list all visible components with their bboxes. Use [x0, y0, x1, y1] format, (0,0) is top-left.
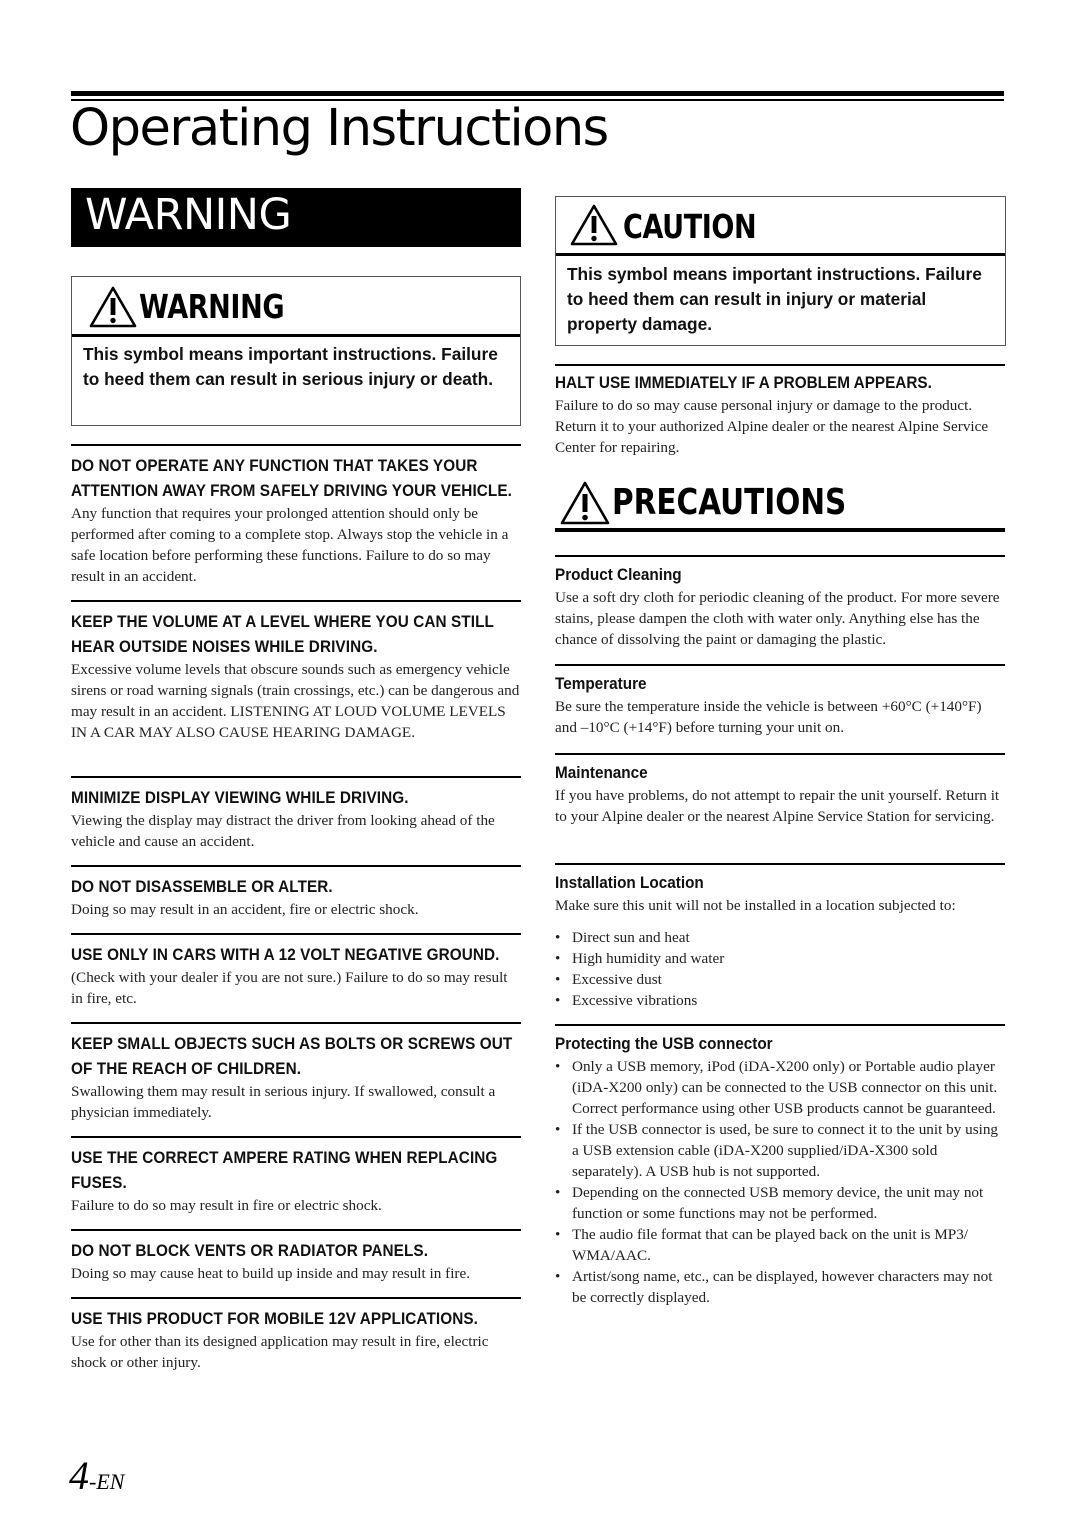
warning-box-label: WARNING [139, 287, 285, 326]
precautions-header [555, 478, 1005, 531]
warning-item [71, 600, 521, 743]
warning-banner-label: WARNING [85, 190, 292, 240]
warning-heading: KEEP SMALL OBJECTS SUCH AS BOLTS OR SCREWS OUT OF THE REACH OF CHILDREN. [71, 1034, 513, 1078]
warning-item [71, 1022, 521, 1123]
precaution-maintenance [555, 753, 1005, 827]
precaution-usb-connector [555, 1024, 1005, 1308]
list-item: • The audio file format that can be played back on the unit is MP3/ WMA/AAC. [555, 1224, 1005, 1266]
warning-item [71, 776, 521, 852]
warning-text: Doing so may cause heat to build up inside and may result in fire. [71, 1265, 471, 1282]
page-title: Operating Instructions [70, 99, 608, 158]
warning-heading: DO NOT BLOCK VENTS OR RADIATOR PANELS. [71, 1241, 429, 1260]
warning-item [71, 1297, 521, 1373]
precaution-temperature [555, 664, 1005, 738]
warning-text: Doing so may result in an accident, fire or electric shock. [71, 901, 419, 918]
warning-text: Failure to do so may result in fire or electric shock. [71, 1197, 382, 1214]
precaution-heading: Product Cleaning [555, 565, 682, 584]
warning-text: (Check with your dealer if you are not sure.) Failure to do so may result in fire, etc. [71, 969, 508, 1007]
precaution-heading: Installation Location [555, 873, 704, 892]
precaution-text: Be sure the temperature inside the vehicle is between +60°C (+140°F) and –10°C (+14°F) before turning your unit on. [555, 698, 982, 736]
page-number-suffix: -EN [89, 1469, 125, 1494]
warning-banner [71, 188, 521, 247]
precaution-product-cleaning [555, 555, 1005, 650]
warning-heading: USE THIS PRODUCT FOR MOBILE 12V APPLICATIONS. [71, 1309, 478, 1328]
installation-list [555, 927, 1005, 1011]
list-item: • Only a USB memory, iPod (iDA-X200 only) or Portable audio player (iDA-X200 only) can be connected to the USB connector on this unit. Correct performance using other USB products cannot be guaranteed. [555, 1056, 1005, 1119]
warning-text: Viewing the display may distract the driver from looking ahead of the vehicle and cause an accident. [71, 812, 495, 850]
list-item: • Depending on the connected USB memory device, the unit may not function or some functions may not be performed. [555, 1182, 1005, 1224]
list-item: • Excessive dust [555, 969, 1005, 990]
caution-box-text: This symbol means important instructions. Failure to heed them can result in injury or material property damage. [567, 264, 982, 334]
list-item: • Artist/song name, etc., can be displayed, however characters may not be correctly displayed. [555, 1266, 1005, 1308]
halt-section [555, 364, 1005, 458]
page-number [69, 1452, 124, 1499]
warning-text: Excessive volume levels that obscure sounds such as emergency vehicle sirens or road warning signals (train crossings, etc.) can be dangerous and may result in an accident. LISTENING AT LOUD VOLUME LEVELS IN A CAR MAY ALSO CAUSE HEARING DAMAGE. [71, 661, 520, 741]
warning-item [71, 1229, 521, 1284]
warning-heading: KEEP THE VOLUME AT A LEVEL WHERE YOU CAN STILL HEAR OUTSIDE NOISES WHILE DRIVING. [71, 612, 494, 656]
precautions-label: PRECAUTIONS [612, 482, 847, 523]
warning-item [71, 933, 521, 1009]
halt-text: Failure to do so may cause personal injury or damage to the product. Return it to your authorized Alpine dealer or the nearest Alpine Service Center for repairing. [555, 397, 989, 456]
caution-symbol-box [555, 196, 1006, 346]
caution-box-label: CAUTION [623, 207, 757, 246]
precaution-heading: Protecting the USB connector [555, 1034, 773, 1053]
precaution-text: Use a soft dry cloth for periodic cleaning of the product. For more severe stains, please dampen the cloth with water only. Anything else has the chance of dissolving the paint or damaging the plastic. [555, 589, 1000, 648]
halt-heading: HALT USE IMMEDIATELY IF A PROBLEM APPEARS. [555, 373, 932, 392]
warning-heading: MINIMIZE DISPLAY VIEWING WHILE DRIVING. [71, 788, 409, 807]
caution-triangle-icon [569, 203, 619, 247]
warning-box-text: This symbol means important instructions. Failure to heed them can result in serious injury or death. [83, 344, 498, 389]
warning-triangle-icon [88, 285, 138, 329]
usb-list [555, 1056, 1005, 1308]
warning-heading: DO NOT DISASSEMBLE OR ALTER. [71, 877, 333, 896]
list-item: • High humidity and water [555, 948, 1005, 969]
precaution-text: If you have problems, do not attempt to repair the unit yourself. Return it to your Alpine dealer or the nearest Alpine Service Station for servicing. [555, 787, 1000, 825]
list-item: • Direct sun and heat [555, 927, 1005, 948]
warning-item [71, 444, 521, 587]
warning-text: Swallowing them may result in serious injury. If swallowed, consult a physician immediately. [71, 1083, 496, 1121]
precaution-text: Make sure this unit will not be installed in a location subjected to: [555, 897, 956, 914]
warning-heading: USE THE CORRECT AMPERE RATING WHEN REPLACING FUSES. [71, 1148, 498, 1192]
list-item: • If the USB connector is used, be sure to connect it to the unit by using a USB extension cable (iDA-X200 supplied/iDA-X300 sold separately). A USB hub is not supported. [555, 1119, 1005, 1182]
precaution-heading: Temperature [555, 674, 647, 693]
precaution-installation-location [555, 863, 1005, 1011]
list-item: • Excessive vibrations [555, 990, 1005, 1011]
warning-symbol-box [71, 276, 521, 426]
precautions-triangle-icon [559, 480, 611, 526]
warning-item [71, 865, 521, 920]
warning-text: Use for other than its designed application may result in fire, electric shock or other injury. [71, 1333, 489, 1371]
warning-heading: DO NOT OPERATE ANY FUNCTION THAT TAKES YOUR ATTENTION AWAY FROM SAFELY DRIVING YOUR VEHICLE. [71, 456, 512, 500]
warning-heading: USE ONLY IN CARS WITH A 12 VOLT NEGATIVE GROUND. [71, 945, 500, 964]
page-number-value: 4 [69, 1453, 89, 1498]
warning-text: Any function that requires your prolonged attention should only be performed after coming to a complete stop. Always stop the vehicle in a safe location before performing these functions. Failure to do so may result in an accident. [71, 505, 509, 585]
precaution-heading: Maintenance [555, 763, 648, 782]
warning-item [71, 1136, 521, 1216]
